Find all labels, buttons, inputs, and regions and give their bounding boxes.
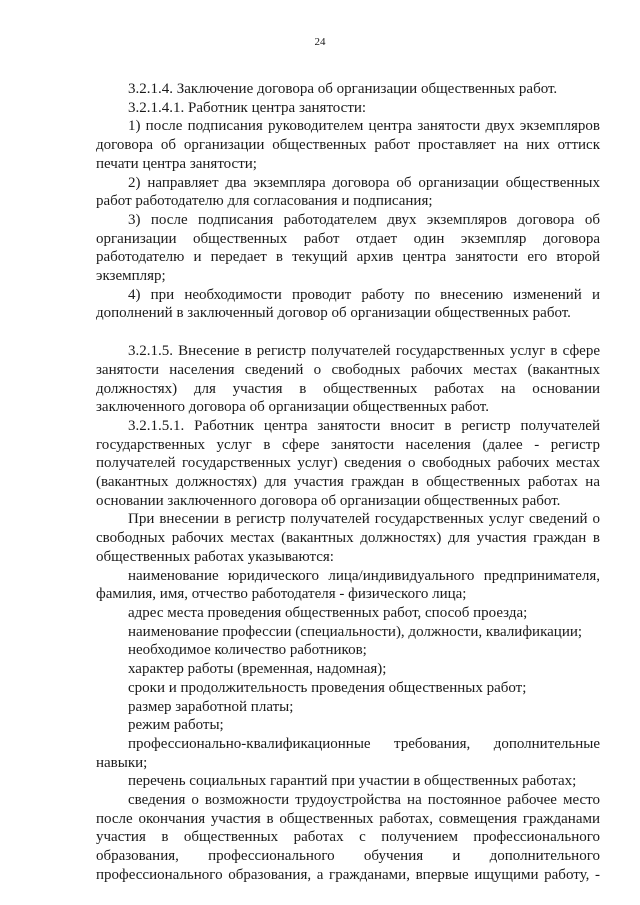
field-item-work-type: характер работы (временная, надомная); <box>128 661 387 678</box>
field-item-profession: наименование профессии (специальности), должности, квалификации; <box>128 623 583 640</box>
field-item-requirements: профессионально-квалификационные требования, дополнительные навыки; <box>96 735 600 771</box>
fields-intro-paragraph: При внесении в регистр получателей государственных услуг сведений о свободных рабочих местах (вакантных должностях) для участия граждан в общественных работах указываются: <box>96 511 600 565</box>
field-item-duration: сроки и продолжительность проведения общественных работ; <box>128 679 527 696</box>
list-item-1: 1) после подписания руководителем центра занятости двух экземпляров договора об организации общественных работ проставляет на них оттиск печати центра занятости; <box>96 118 600 172</box>
page-number: 24 <box>314 36 326 48</box>
subsection-heading-3-2-1-4-1: 3.2.1.4.1. Работник центра занятости: <box>128 99 367 116</box>
list-item-2: 2) направляет два экземпляра договора об организации общественных работ работодателю для согласования и подписания; <box>96 174 600 210</box>
field-item-employment-possibility: сведения о возможности трудоустройства на постоянное рабочее место после окончания участия в общественных работах, совмещения гражданами участия в общественных работах с получением профессионального образования, профессионального обучения и дополнительного профессионального образования, а гражданами, впервые ищущими работу, - <box>96 792 600 883</box>
section-heading-3-2-1-4: 3.2.1.4. Заключение договора об организации общественных работ. <box>128 81 558 97</box>
list-item-3: 3) после подписания работодателем двух экземпляров договора об организации общественных работ отдает один экземпляр договора работодателю и передает в текущий архив центра занятости его второй экземпляр; <box>96 211 600 285</box>
field-item-employer-name: наименование юридического лица/индивидуального предпринимателя, фамилия, имя, отчество работодателя - физического лица; <box>96 567 600 603</box>
section-heading-3-2-1-5: 3.2.1.5. Внесение в регистр получателей государственных услуг в сфере занятости населения сведений о свободных рабочих местах (вакантных должностях) для участия в общественных работах на основании заключенного договора об организации общественных работ. <box>96 343 600 416</box>
document-body <box>96 80 600 885</box>
field-item-social-guarantees: перечень социальных гарантий при участии в общественных работах; <box>128 773 577 790</box>
field-item-salary: размер заработной платы; <box>128 698 294 715</box>
field-item-schedule: режим работы; <box>128 717 224 734</box>
field-item-worker-count: необходимое количество работников; <box>128 642 367 659</box>
subsection-3-2-1-5-1: 3.2.1.5.1. Работник центра занятости вносит в регистр получателей государственных услуг в сфере занятости населения (далее - регистр получателей государственных услуг) сведения о свободных рабочих местах (вакантных должностях) для участия граждан в общественных работах на основании заключенного договора об организации общественных работ. <box>96 417 600 509</box>
list-item-4: 4) при необходимости проводит работу по внесению изменений и дополнений в заключенный договор об организации общественных работ. <box>96 286 600 322</box>
field-item-address: адрес места проведения общественных работ, способ проезда; <box>128 604 528 621</box>
